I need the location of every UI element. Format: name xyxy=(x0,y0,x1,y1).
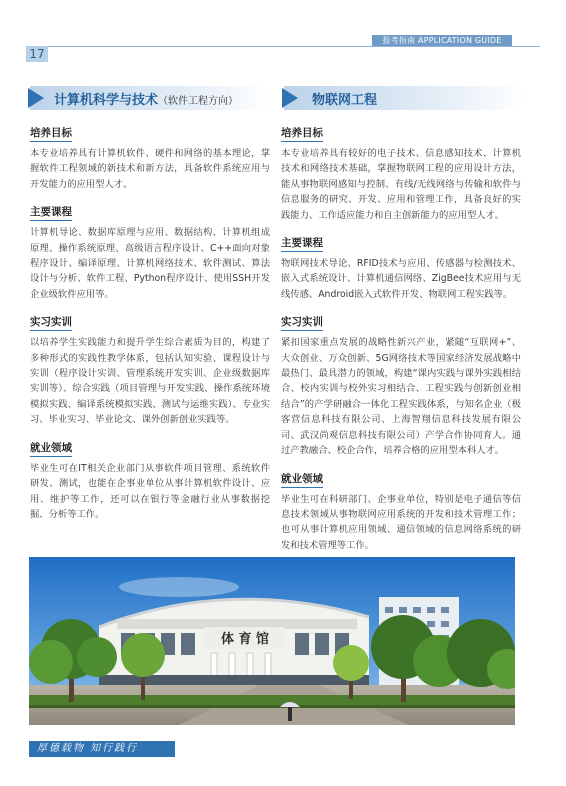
section-main-courses xyxy=(30,200,270,302)
section-employment xyxy=(281,467,521,554)
left-section-heading xyxy=(30,86,270,110)
right-section-heading xyxy=(284,86,524,110)
gymnasium-sign: 体 育 馆 xyxy=(220,632,270,647)
section-heading: 主要课程 xyxy=(30,204,72,221)
gymnasium-illustration xyxy=(29,557,515,725)
section-text: 计算机导论、数据库原理与应用、数据结构、计算机组成原理、操作系统原理、高级语言程序设计、C++面向对象程序设计、编译原理、计算机网络技术、软件测试、算法设计与分析、软件工程、Python程序设计、使用SSH开发企业级软件应用等。 xyxy=(30,227,270,300)
campus-gymnasium-photo xyxy=(29,557,515,725)
section-text: 紧扣国家重点发展的战略性新兴产业，紧随“互联网+”、大众创业、万众创新、5G网络技术等国家经济发展战略中最热门、最具潜力的领域，构建“课内实践与课外实践相结合、校内实训与校外实习相结合、工程实践与创新创业相结合”的产学研融合一体化工程实践体系，与知名企业（极客营信息科技有限公司、上海智翔信息科技发展有限公司、武汉尚观信息科技有限公司）产学合作协同育人。通过产教融合、校企合作，培养合格的应用型本科人才。 xyxy=(281,337,521,457)
footer-motto: 厚德载物 知行践行 xyxy=(29,741,175,757)
section-heading: 就业领域 xyxy=(281,471,323,488)
section-text: 以培养学生实践能力和提升学生综合素质为目的，构建了多种形式的实践性教学体系，包括认知实验、课程设计与实训（程序设计实训、管理系统开发实训、企业级数据库实训等）、综合实践（项目管理与开发实践、操作系统环境模拟实践、编译系统模拟实践、测试与运维实践）、专业实习、毕业实习、毕业论文、课外创新创业实践等。 xyxy=(30,337,270,426)
section-text: 毕业生可在IT相关企业部门从事软件项目管理、系统软件研发、测试，也能在企事业单位从事计算机软件设计、应用、维护等工作，还可以在银行等金融行业从事数据挖掘、分析等工作。 xyxy=(30,462,270,520)
section-text: 本专业培养具有较好的电子技术、信息感知技术、计算机技术和网络技术基础，掌握物联网工程的应用设计方法，能从事物联网感知与控制、有线/无线网络与传输和软件与信息服务的研究、开发、应用和管理工作，具备良好的实践能力、工作适应能力和自主创新能力的应用型人才。 xyxy=(281,148,521,221)
triangle-icon xyxy=(282,88,298,108)
section-internship xyxy=(281,310,521,458)
left-column xyxy=(30,121,270,530)
section-heading: 主要课程 xyxy=(281,235,323,252)
section-heading: 就业领域 xyxy=(30,440,72,457)
guide-header-tag: 报考指南 APPLICATION GUIDE xyxy=(372,35,512,47)
section-text: 物联网技术导论、RFID技术与应用、传感器与检测技术、嵌入式系统设计、计算机通信网络、ZigBee技术应用与无线传感、Android嵌入式软件开发、物联网工程实践等。 xyxy=(281,258,521,300)
section-training-goal xyxy=(30,121,270,192)
section-internship xyxy=(30,310,270,427)
section-heading: 实习实训 xyxy=(30,314,72,331)
section-employment xyxy=(30,436,270,523)
section-text: 本专业培养具有计算机软件、硬件和网络的基本理论，掌握软件工程领域的新技术和新方法，具备软件系统应用与开发能力的应用型人才。 xyxy=(30,148,270,190)
section-training-goal xyxy=(281,121,521,223)
major-title-cs: 计算机科学与技术 xyxy=(54,93,159,108)
right-column xyxy=(281,121,521,561)
section-text: 毕业生可在科研部门、企事业单位，特别是电子通信等信息技术领域从事物联网应用系统的开发和技术管理工作；也可从事计算机应用领域、通信领域的信息网络系统的研发和技术管理等工作。 xyxy=(281,493,521,551)
section-heading: 培养目标 xyxy=(281,125,323,142)
page-number: 17 xyxy=(26,46,48,62)
triangle-icon xyxy=(28,88,44,108)
header-rule xyxy=(26,46,540,47)
section-heading: 培养目标 xyxy=(30,125,72,142)
section-main-courses xyxy=(281,231,521,302)
section-heading: 实习实训 xyxy=(281,314,323,331)
major-subtitle-cs: （软件工程方向） xyxy=(158,96,239,107)
major-title-iot: 物联网工程 xyxy=(312,93,378,108)
